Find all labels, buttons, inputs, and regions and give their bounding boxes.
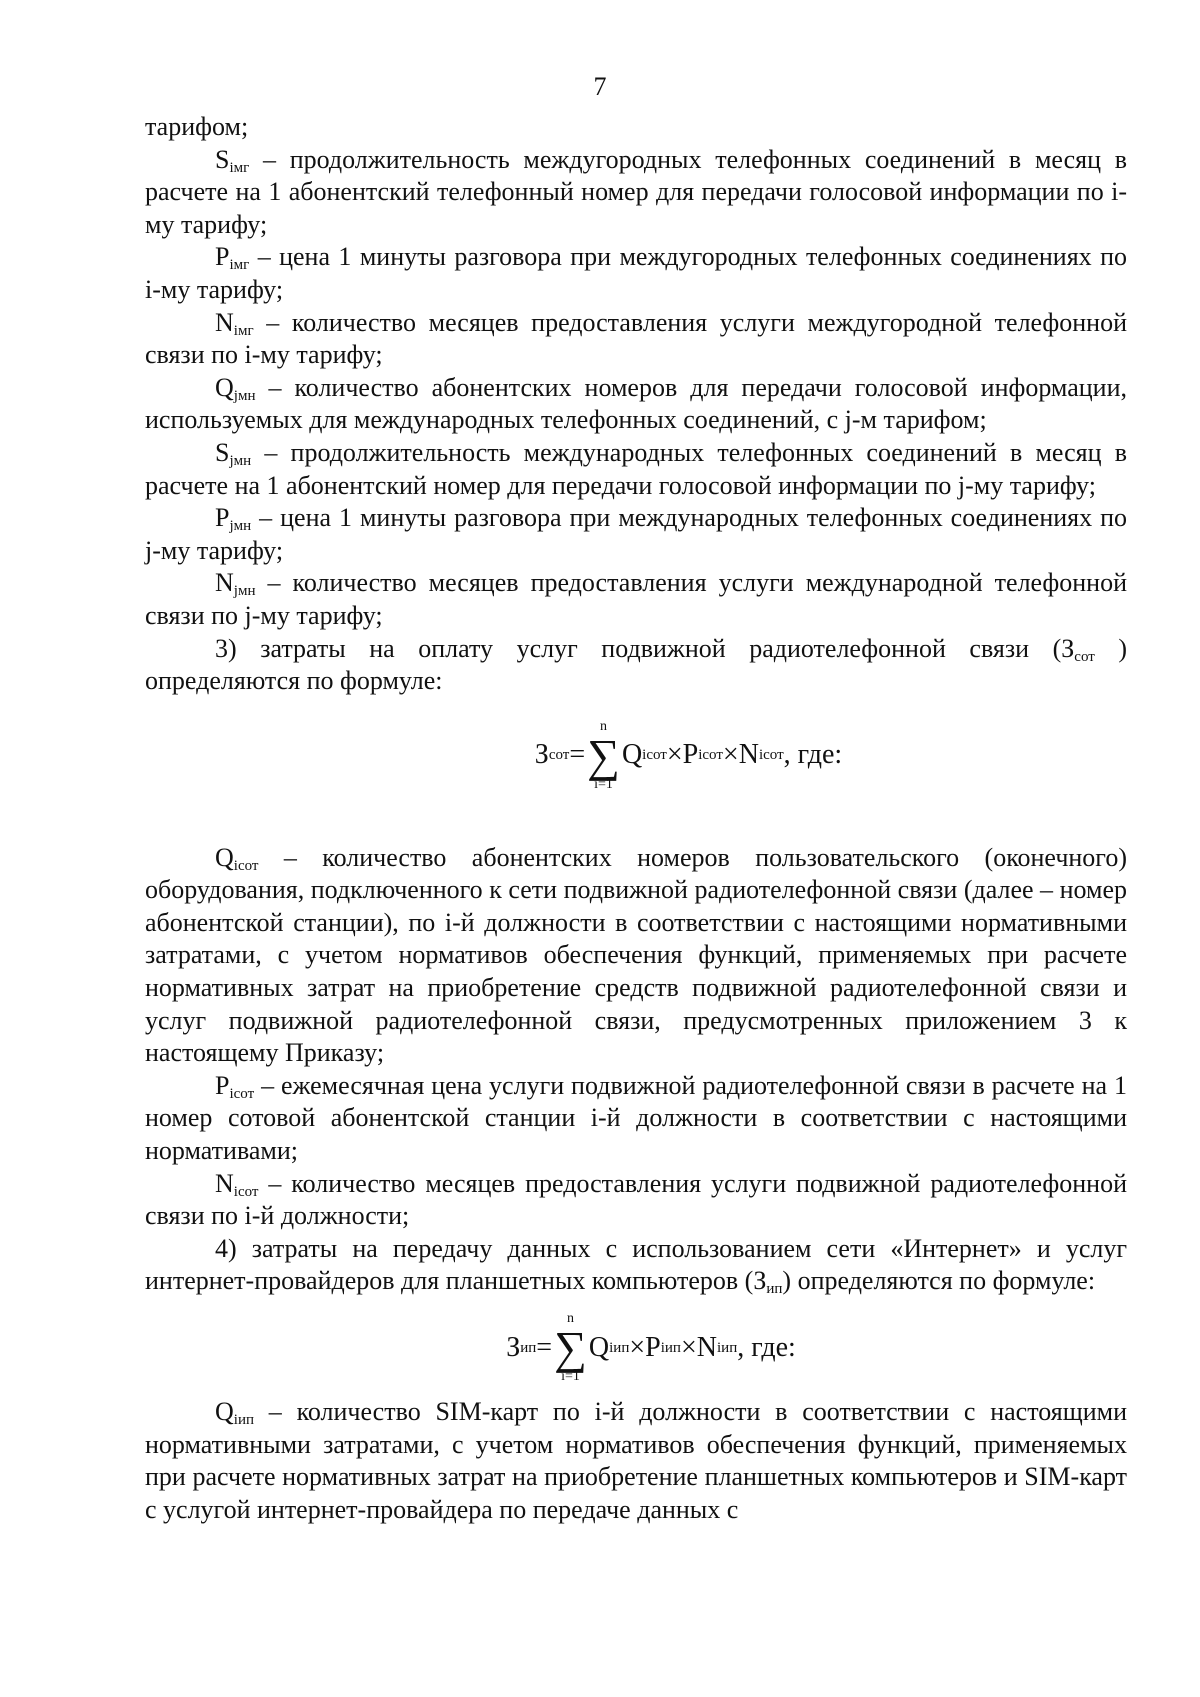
paragraphs-top [145,111,1127,698]
page-number: 7 [593,72,607,101]
subscript: iсот [233,857,259,874]
subscript: ип [766,1281,783,1298]
sum-lower-limit: i=1 [594,776,613,792]
subscript: jмн [233,387,256,404]
formula-subscript: iип [660,1339,681,1356]
paragraph [145,437,1127,502]
subscript: jмн [233,583,256,600]
paragraph-text: – количество абонентских номеров пользовательского (оконечного) оборудования, подключенного к сети подвижной радиотелефонной связи (далее – номер абонентской станции), по i-й должности в соответствии с настоящими нормативными затратами, с учетом нормативов обеспечения функций, применяемых при расчете нормативных затрат на приобретение средств подвижной радиотелефонной связи и услуг подвижной радиотелефонной связи, предусмотренных приложением 3 к настоящему Приказу; [145,842,1127,1068]
document-body [145,111,1127,1526]
paragraph-text: – ежемесячная цена услуги подвижной радиотелефонной связи в расчете на 1 номер сотовой абонентской станции i-й должности в соответствии с настоящими нормативами; [145,1070,1127,1166]
paragraph [145,307,1127,372]
subscript: iип [233,1412,255,1428]
paragraph [145,111,1127,144]
paragraph-text: – количество SIM-карт по i-й должности в соответствии с настоящими нормативными затратами, с учетом нормативов обеспечения функций, применяемых при расчете нормативных затрат на приобретение планшетных компьютеров и SIM-карт с услугой интернет-провайдера по передаче данных с [145,1397,1127,1524]
formula-subscript: ип [520,1339,537,1356]
paragraphs-bottom [145,1396,1127,1526]
paragraph-text: S [215,144,230,174]
formula-mobile-costs [145,706,1127,806]
formula-tail: , где: [783,739,843,771]
paragraph [145,1396,1127,1526]
subscript: iсот [233,1183,259,1200]
paragraph [145,842,1127,1070]
formula-subscript: iип [717,1339,738,1356]
formula-term: P [645,1331,661,1363]
formula-lhs: З [506,1331,521,1363]
paragraph [145,633,1127,698]
paragraph-text: – количество месяцев предоставления услуги междугородной телефонной связи по i-му тарифу; [145,307,1127,370]
paragraphs-middle [145,842,1127,1298]
sum-operator [587,720,620,792]
paragraph [145,144,1127,242]
formula-operator: × [680,1331,697,1363]
paragraph [145,502,1127,567]
paragraph [145,567,1127,632]
formula-equals: = [536,1331,553,1363]
paragraph-text: Q [215,842,234,872]
paragraph-text: ) определяются по формуле: [782,1266,1096,1296]
paragraph-text: Q [215,1397,234,1426]
paragraph-text: P [215,503,230,533]
formula-lhs: З [534,739,549,771]
sum-symbol: ∑ [587,729,620,781]
paragraph-text: – количество абонентских номеров для передачи голосовой информации, используемых для международных телефонных соединений, с j-м тарифом; [145,372,1127,435]
paragraph-text: ) определяются по формуле: [145,633,1127,696]
formula-subscript: iсот [642,747,667,764]
subscript: iмг [229,159,250,176]
paragraph-text: 4) затраты на передачу данных с использованием сети «Интернет» и услуг интернет-провайдеров для планшетных компьютеров (З [145,1233,1127,1296]
paragraph [145,1233,1127,1298]
subscript: jмн [229,518,252,535]
sum-upper-limit: n [566,1311,574,1326]
sum-operator [554,1312,587,1384]
formula-term: Q [621,739,643,771]
paragraph-text: S [215,437,230,467]
formula-subscript: iсот [698,747,723,764]
formula-tail: , где: [737,1331,796,1363]
paragraph-text: – количество месяцев предоставления услуги международной телефонной связи по j-му тарифу; [145,568,1127,630]
paragraph-text: – цена 1 минуты разговора при международных телефонных соединениях по j-му тарифу; [145,503,1127,565]
formula-term: N [696,1331,717,1363]
formula-operator: × [722,739,739,771]
paragraph [145,372,1127,437]
sum-symbol: ∑ [554,1322,587,1373]
paragraph-text: – количество месяцев предоставления услуги подвижной радиотелефонной связи по i-й должности; [145,1168,1127,1231]
sum-upper-limit: n [600,718,608,734]
paragraph-text: P [215,1070,230,1100]
paragraph-text: P [215,242,230,272]
paragraph-text: N [215,568,234,598]
formula-operator: × [666,739,683,771]
paragraph-text: тарифом; [145,112,249,141]
subscript: iмг [229,257,250,274]
formula-internet-costs [145,1300,1127,1396]
paragraph-text: N [215,307,234,337]
paragraph [145,1070,1127,1168]
formula-term: P [682,739,699,771]
paragraph-text: 3) затраты на оплату услуг подвижной радиотелефонной связи (З [215,633,1075,663]
sum-lower-limit: i=1 [561,1369,580,1384]
subscript: iмг [233,322,254,339]
subscript: jмн [229,452,252,469]
paragraph-text: N [215,1168,234,1198]
paragraph [145,241,1127,306]
formula-operator: × [629,1331,646,1363]
formula-term: N [738,739,759,771]
subscript: iсот [229,1085,255,1102]
paragraph-text: – продолжительность междугородных телефонных соединений в месяц в расчете на 1 абонентский телефонный номер для передачи голосовой информации по i-му тарифу; [145,144,1127,239]
formula-subscript: сот [548,747,570,764]
paragraph-text: – цена 1 минуты разговора при междугородных телефонных соединениях по i-му тарифу; [145,242,1127,304]
formula-term: Q [588,1331,610,1363]
subscript: сот [1074,648,1095,665]
formula-equals: = [569,739,586,771]
paragraph-text: Q [215,372,234,402]
paragraph-text: – продолжительность международных телефонных соединений в месяц в расчете на 1 абонентский номер для передачи голосовой информации по j-му тарифу; [145,437,1127,500]
paragraph [145,1168,1127,1233]
formula-subscript: iип [609,1339,630,1356]
formula-subscript: iсот [758,747,784,764]
